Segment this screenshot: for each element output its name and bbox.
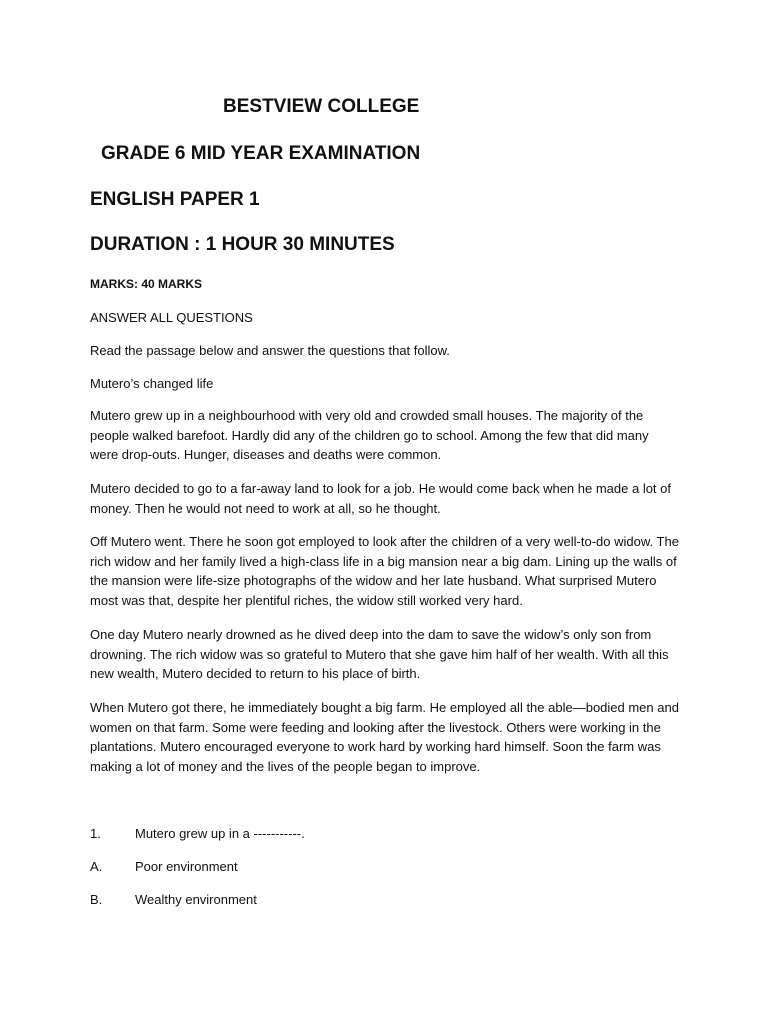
duration-line: DURATION : 1 HOUR 30 MINUTES xyxy=(90,234,395,255)
passage-paragraph-1: Mutero grew up in a neighbourhood with very old and crowded small houses. The majority of the people walked barefoot. Hardly did any of the children go to school. Among the few that did many were drop-outs. Hunger, diseases and deaths were common. xyxy=(90,408,649,463)
question-text: Mutero grew up in a -----------. xyxy=(135,826,305,841)
marks-line: MARKS: 40 MARKS xyxy=(90,277,203,291)
option-text: Poor environment xyxy=(135,859,238,874)
passage-paragraph-5: When Mutero got there, he immediately bought a big farm. He employed all the able—bodied men and women on that farm. Some were feeding and looking after the livestock. Others were working in the plantations. Mutero encouraged everyone to work hard by working hard himself. Soon the farm was making a lot of money and the lives of the people began to improve. xyxy=(90,700,679,774)
passage-paragraph-4: One day Mutero nearly drowned as he dived deep into the dam to save the widow’s only son from drowning. The rich widow was so grateful to Mutero that she gave him half of her wealth. With all this new wealth, Mutero decided to return to his place of birth. xyxy=(90,627,669,682)
passage-paragraph-3: Off Mutero went. There he soon got employed to look after the children of a very well-to-do widow. The rich widow and her family lived a high-class life in a big mansion near a big dam. Lining up the walls of the mansion were life-size photographs of the widow and her late husband. What surprised Mutero most was that, despite her plentiful riches, the widow still worked very hard. xyxy=(90,534,679,608)
option-letter: B. xyxy=(90,892,103,907)
passage-paragraph-2: Mutero decided to go to a far-away land to look for a job. He would come back when he made a lot of money. Then he would not need to work at all, so he thought. xyxy=(90,481,672,516)
option-letter: A. xyxy=(90,859,103,874)
answer-all-instruction: ANSWER ALL QUESTIONS xyxy=(90,310,253,325)
passage-title: Mutero’s changed life xyxy=(90,376,214,391)
paper-title: ENGLISH PAPER 1 xyxy=(90,189,260,210)
school-name: BESTVIEW COLLEGE xyxy=(223,96,420,117)
read-passage-instruction: Read the passage below and answer the questions that follow. xyxy=(90,343,450,358)
exam-title: GRADE 6 MID YEAR EXAMINATION xyxy=(101,143,421,164)
question-number: 1. xyxy=(90,826,101,841)
option-text: Wealthy environment xyxy=(135,892,257,907)
